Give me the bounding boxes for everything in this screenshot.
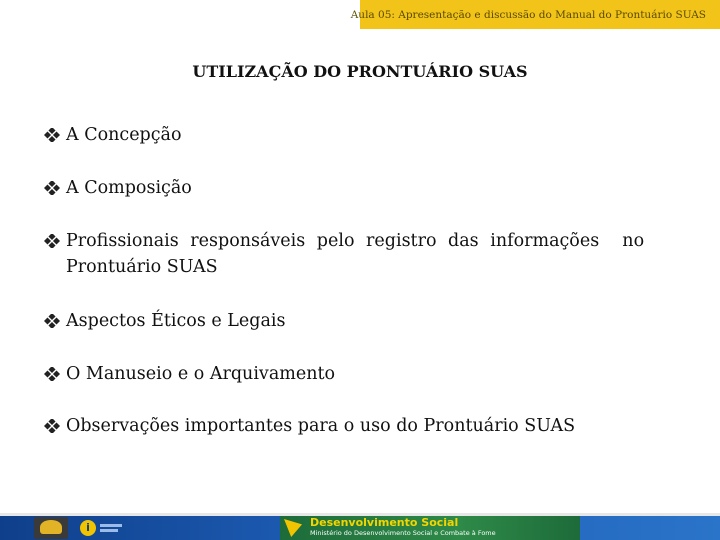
mds-logo [280, 516, 580, 540]
bullet-text: A Concepção [66, 125, 182, 145]
bullet-text-multiline [66, 228, 684, 280]
suas-logo [34, 517, 68, 539]
mds-flag-icon [284, 519, 302, 537]
bullet-item-composicao [44, 175, 684, 201]
diamond-bullet-icon [44, 228, 66, 254]
lesson-banner [350, 0, 720, 29]
info-logo-line [100, 529, 118, 532]
bullet-item-concepcao [44, 122, 684, 148]
suas-emblem-icon [40, 520, 62, 534]
info-icon: i [80, 520, 96, 536]
bullet-text: O Manuseio e o Arquivamento [66, 364, 336, 384]
diamond-bullet-icon [44, 308, 66, 334]
bullet-text: Observações importantes para o uso do Prontuário SUAS [66, 416, 576, 436]
info-logo [78, 517, 126, 539]
diamond-bullet-icon [44, 175, 66, 201]
slide-title: UTILIZAÇÃO DO PRONTUÁRIO SUAS [192, 62, 528, 81]
info-logo-line [100, 524, 122, 527]
bullet-item-observacoes [44, 413, 684, 439]
bullet-item-profissionais [44, 228, 684, 280]
diamond-bullet-icon [44, 122, 66, 148]
ministry-title: Desenvolvimento Social [310, 516, 459, 529]
bullet-item-manuseio [44, 361, 684, 387]
lesson-banner-text: Aula 05: Apresentação e discussão do Manual do Prontuário SUAS [350, 8, 706, 21]
bullet-text-line2: Prontuário SUAS [66, 257, 218, 277]
bullet-text: Aspectos Éticos e Legais [66, 311, 286, 331]
bullet-item-aspectos [44, 308, 684, 334]
diamond-bullet-icon [44, 361, 66, 387]
bullet-text-line1: Profissionais responsáveis pelo registro das informações no [66, 231, 645, 251]
ministry-subtitle: Ministério do Desenvolvimento Social e Combate à Fome [310, 529, 496, 537]
footer-bar [0, 513, 720, 540]
diamond-bullet-icon [44, 413, 66, 439]
bullet-text: A Composição [66, 178, 192, 198]
mds-text [310, 517, 496, 538]
